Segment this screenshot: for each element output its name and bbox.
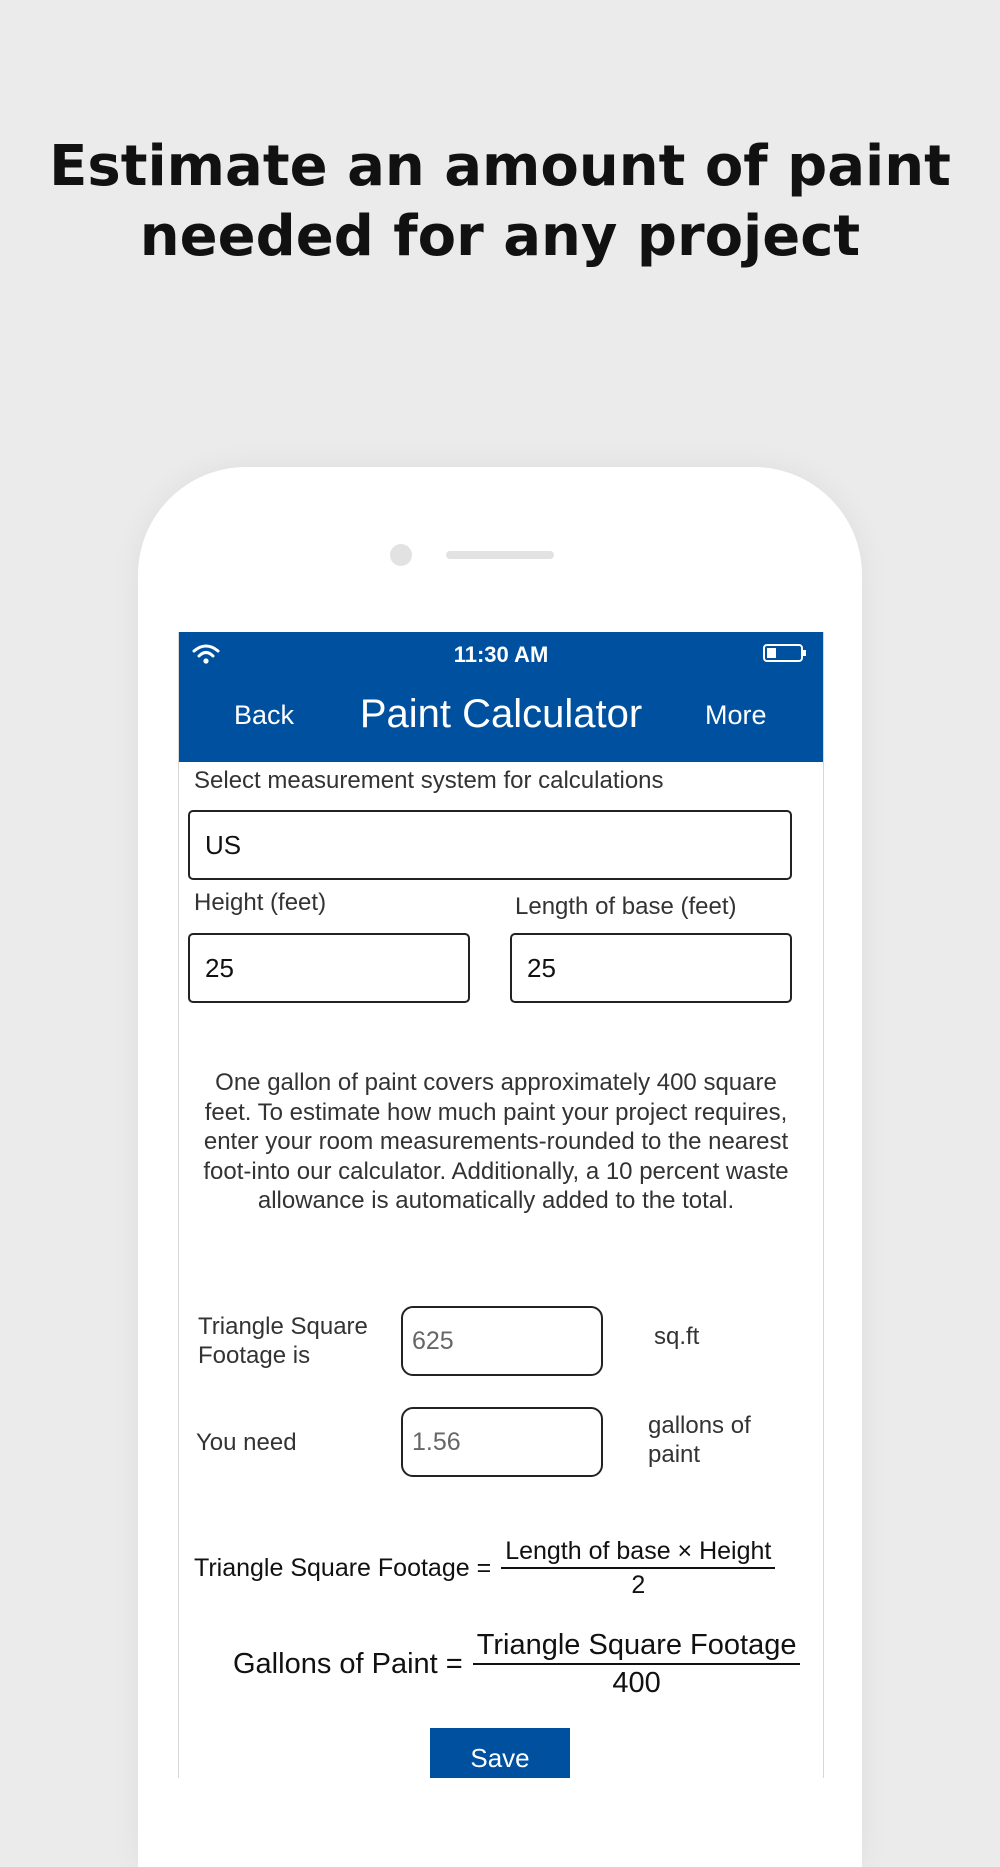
- top-bar: [179, 632, 823, 762]
- gallons-numerator: Triangle Square Footage: [473, 1629, 801, 1665]
- app-screen: [178, 632, 824, 1778]
- footage-numerator: Length of base × Height: [501, 1537, 775, 1569]
- height-input[interactable]: 25: [188, 933, 470, 1003]
- gallons-unit: gallons of paint: [648, 1412, 751, 1468]
- info-text: One gallon of paint covers approximately 400 square feet. To estimate how much paint your project requires, enter your room measurements-rounded to the nearest foot-into our calculator. Additionally, a 10 percent waste allowance is automatically added to the total.: [203, 1069, 789, 1214]
- gallons-output: 1.56: [401, 1407, 603, 1477]
- need-label: You need: [196, 1429, 297, 1456]
- footage-unit: sq.ft: [654, 1323, 700, 1350]
- measurement-system-select[interactable]: US: [188, 810, 792, 880]
- footage-formula: [194, 1537, 775, 1600]
- gallons-formula: [233, 1629, 800, 1700]
- footage-denominator: 2: [631, 1571, 646, 1599]
- measurement-label: Select measurement system for calculations: [194, 767, 664, 794]
- back-button[interactable]: Back: [234, 700, 295, 730]
- camera: [390, 544, 412, 566]
- status-time: 11:30 AM: [453, 642, 549, 667]
- gallons-formula-lhs: Gallons of Paint =: [233, 1648, 463, 1680]
- gallons-denominator: 400: [612, 1667, 661, 1699]
- base-label: Length of base (feet): [515, 893, 737, 920]
- headline: Estimate an amount of paint needed for any project: [49, 134, 951, 269]
- footage-label: Triangle Square Footage is: [198, 1313, 368, 1369]
- footage-formula-lhs: Triangle Square Footage =: [194, 1554, 492, 1582]
- footage-fraction: [501, 1537, 775, 1600]
- gallons-fraction: [473, 1629, 801, 1700]
- battery-icon: [763, 644, 807, 662]
- more-button[interactable]: More: [705, 700, 767, 730]
- footage-output: 625: [401, 1306, 603, 1376]
- save-button[interactable]: Save: [430, 1728, 570, 1778]
- height-label: Height (feet): [194, 889, 327, 916]
- nav-title: Paint Calculator: [359, 692, 643, 736]
- speaker: [446, 551, 554, 559]
- base-length-input[interactable]: 25: [510, 933, 792, 1003]
